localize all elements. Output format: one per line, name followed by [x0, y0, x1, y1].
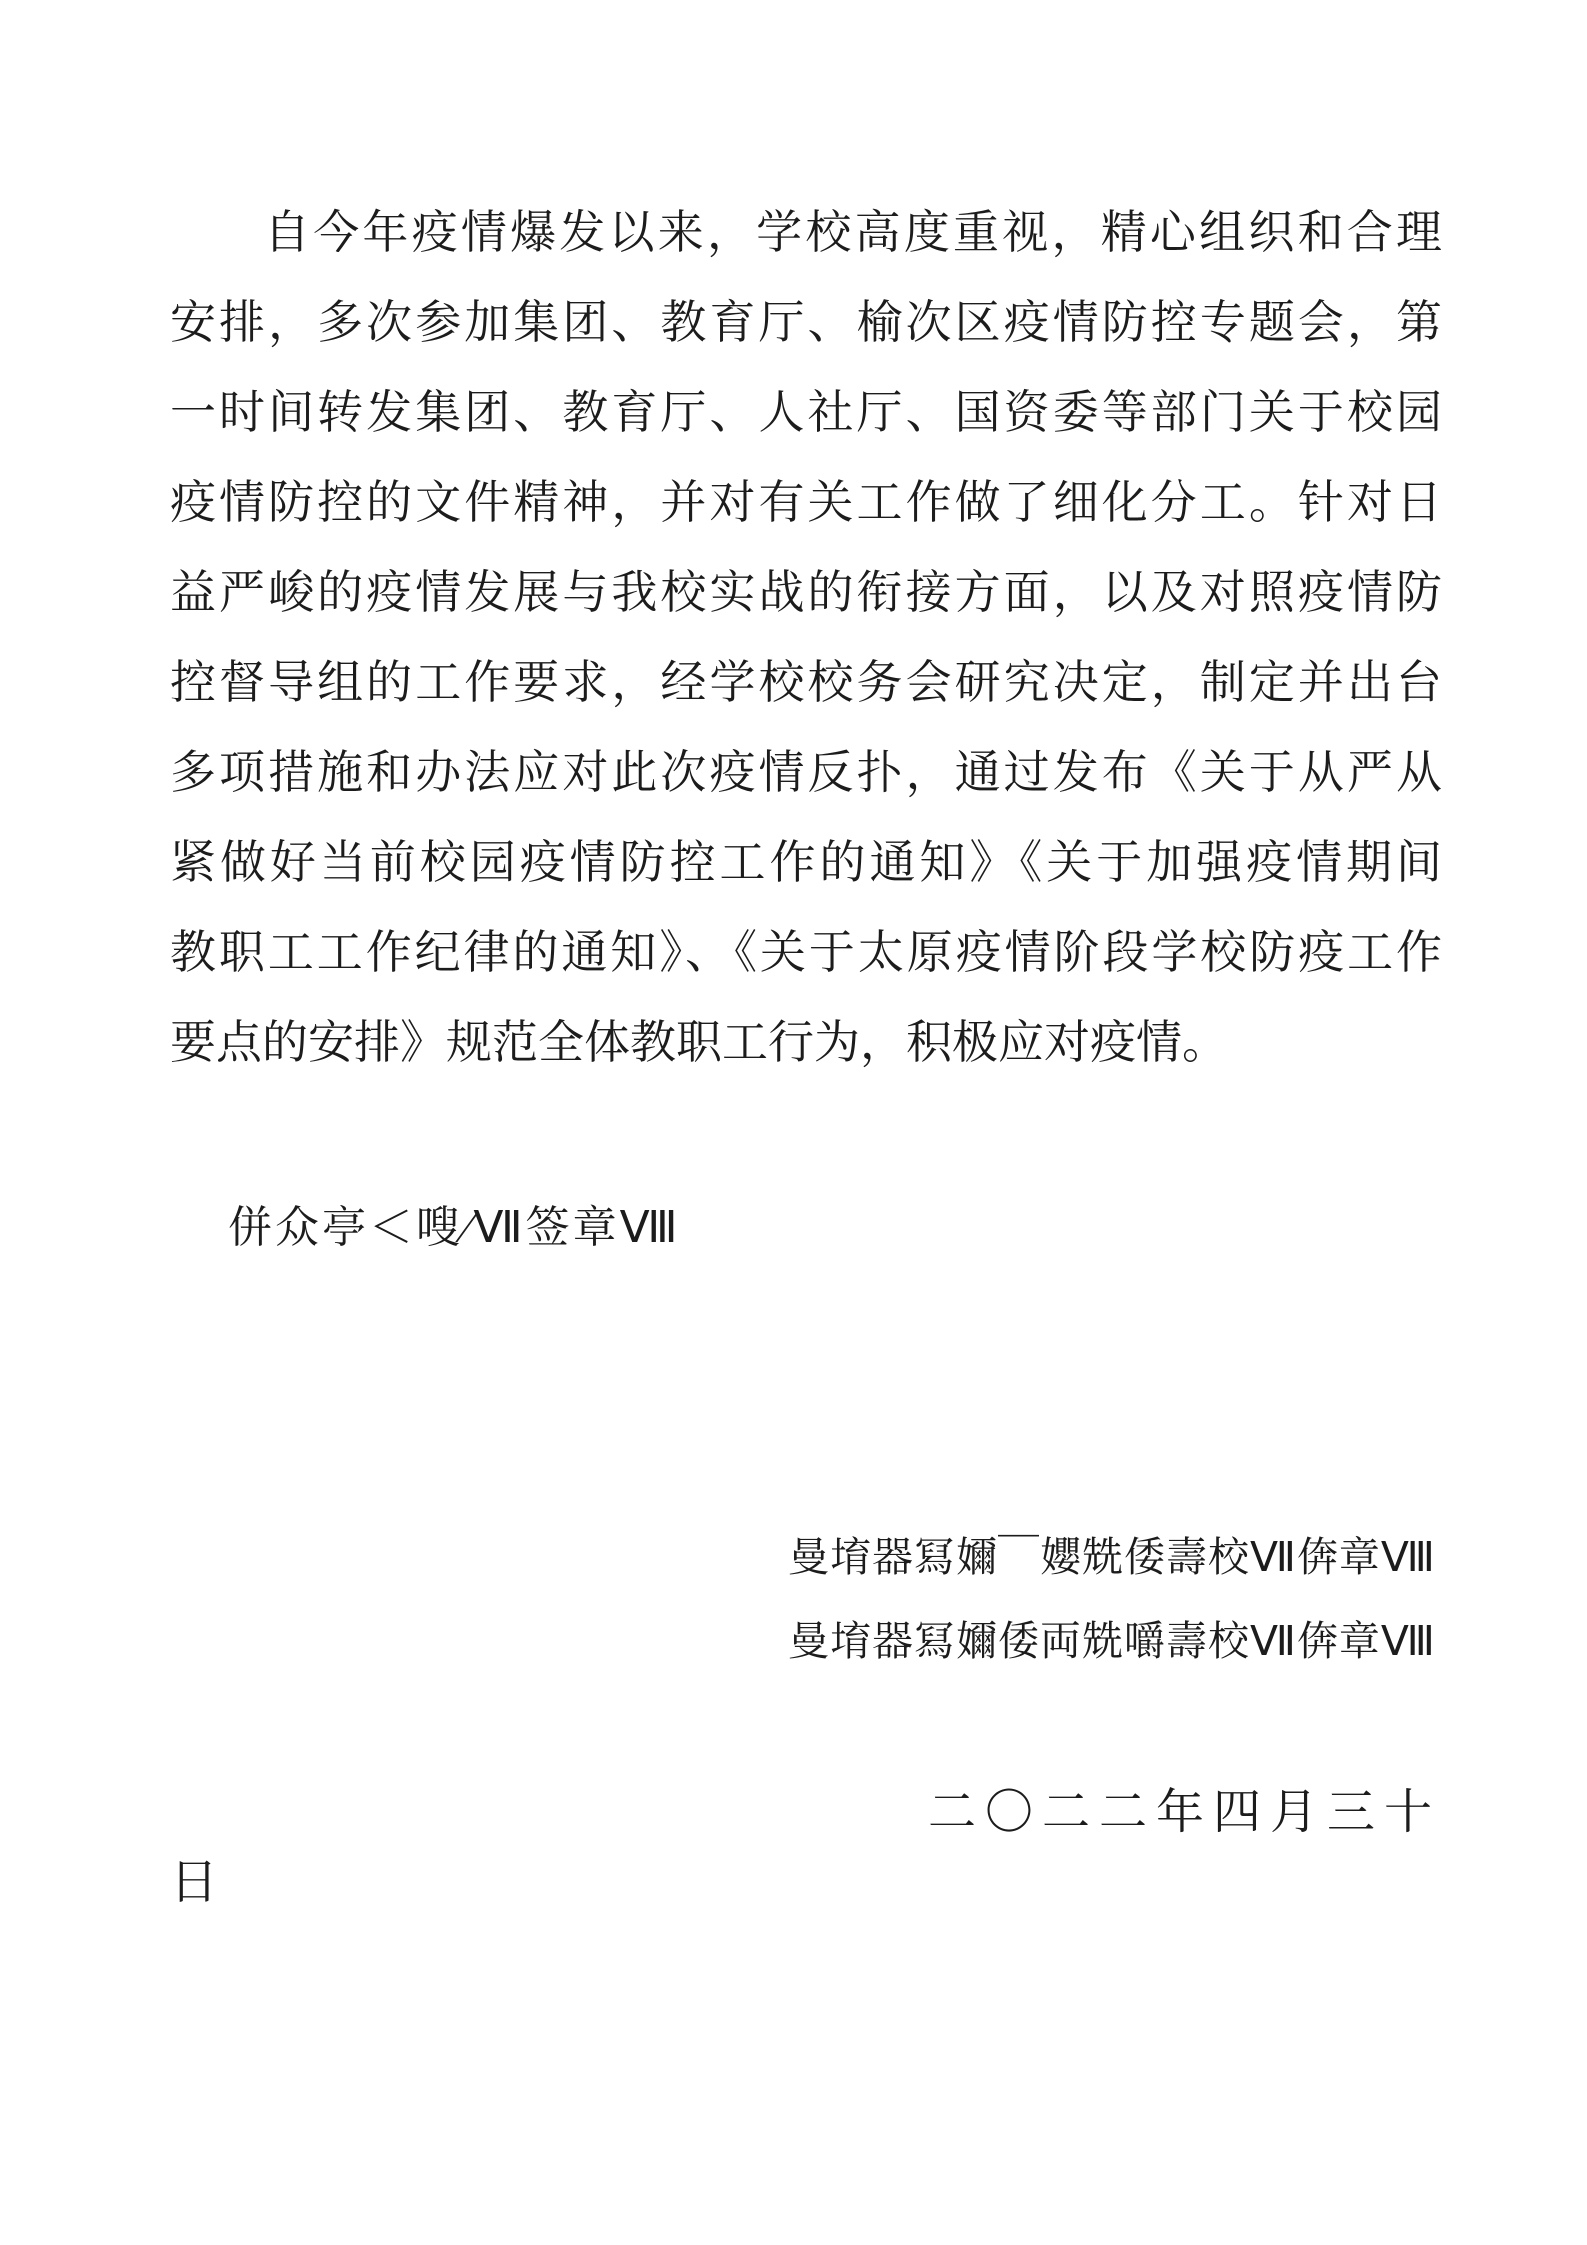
paragraph-line: 多项措施和办法应对此次疫情反扑，通过发布《关于从严从: [170, 747, 1442, 798]
paragraph-line: 一时间转发集团、教育厅、人社厅、国资委等部门关于校园: [170, 387, 1442, 438]
paragraph-line: 疫情防控的文件精神，并对有关工作做了细化分工。针对日: [170, 477, 1442, 528]
stamp-note-line: 併众亭＜嗖∕Ⅶ签章Ⅷ: [228, 1203, 681, 1252]
paragraph-line: 教职工工作纪律的通知》、《关于太原疫情阶段学校防疫工作: [170, 927, 1442, 978]
paragraph-line: 自今年疫情爆发以来，学校高度重视，精心组织和合理: [264, 207, 1442, 258]
date-line: 二〇二二年四月三十: [928, 1786, 1442, 1839]
signature-line-1: 曼堉器冩嬭￣孆兟倭壽校Ⅶ倴章Ⅷ: [788, 1534, 1436, 1580]
paragraph-line: 安排，多次参加集团、教育厅、榆次区疫情防控专题会，第: [170, 297, 1442, 348]
signature-line-2: 曼堉器冩嬭倭両兟嚼壽校Ⅶ倴章Ⅷ: [788, 1618, 1436, 1664]
paragraph-line: 紧做好当前校园疫情防控工作的通知》《关于加强疫情期间: [170, 837, 1442, 888]
paragraph-line: 控督导组的工作要求，经学校校务会研究决定，制定并出台: [170, 657, 1442, 708]
paragraph-line: 要点的安排》规范全体教职工行为，积极应对疫情。: [170, 1017, 1228, 1068]
date-wrap-character: 日: [170, 1856, 219, 1909]
paragraph-line: 益严峻的疫情发展与我校实战的衔接方面，以及对照疫情防: [170, 567, 1442, 618]
body-paragraph: [170, 188, 1442, 1088]
